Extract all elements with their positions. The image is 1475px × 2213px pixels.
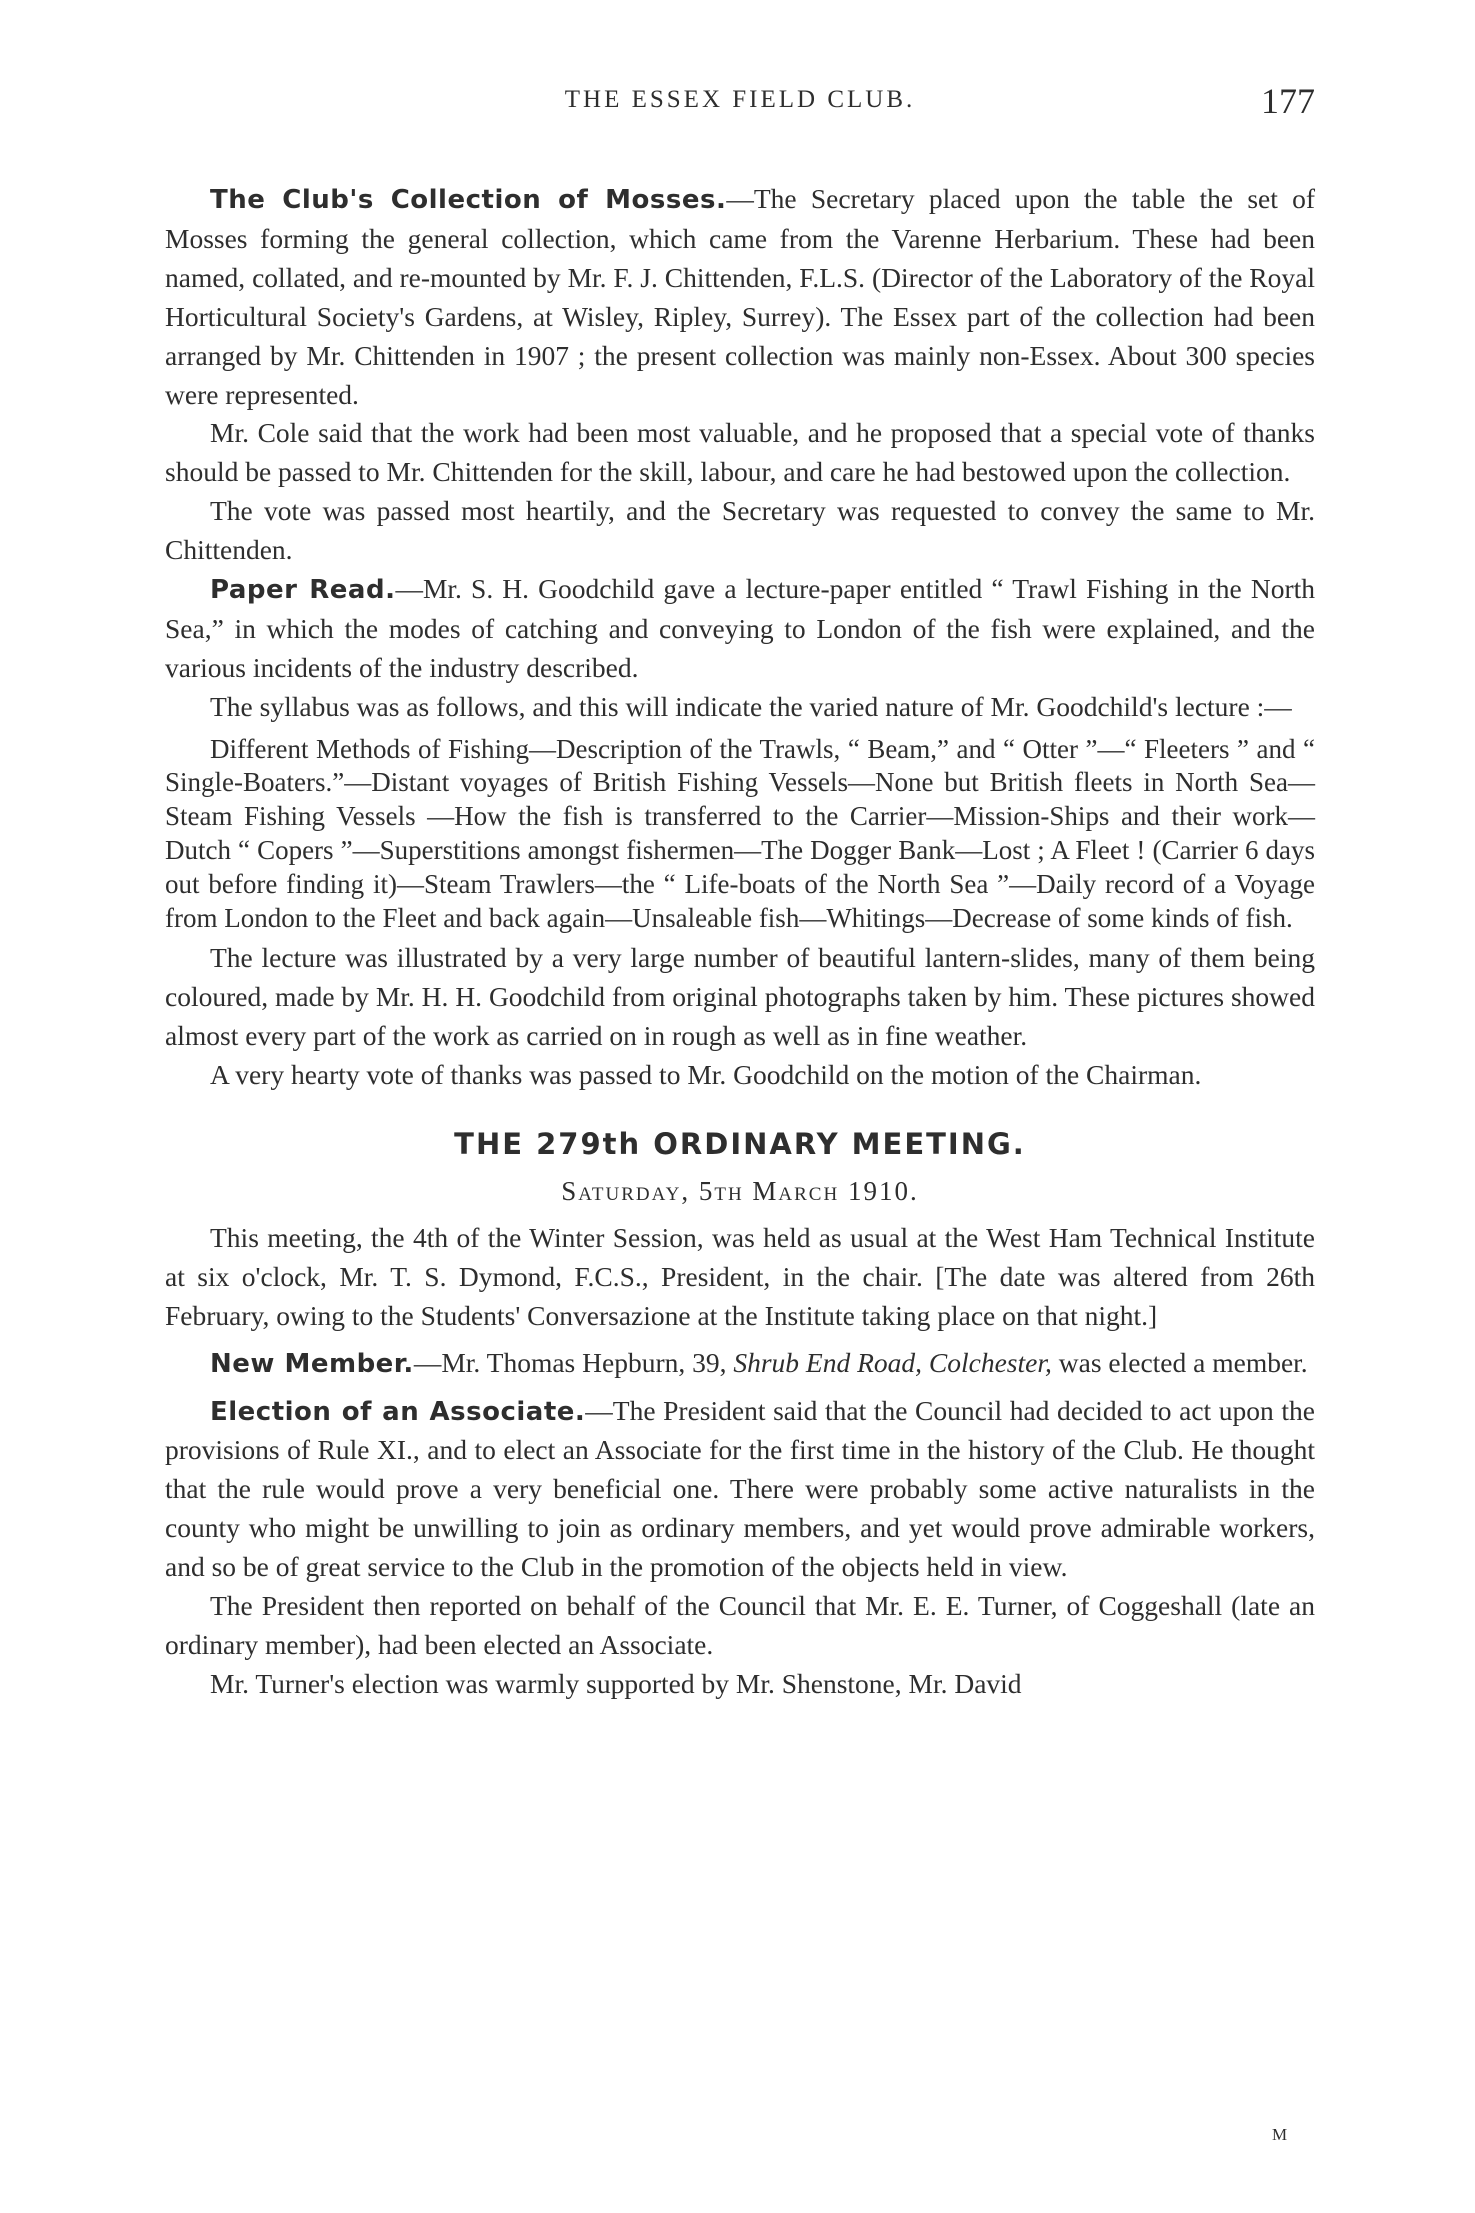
associate-paragraph-2: The President then reported on behalf of the Council that Mr. E. E. Turner, of Coggeshall (late an ordinary member), had been elected an Associate. <box>165 1590 1315 1660</box>
mosses-heading: The Club's Collection of Mosses. <box>210 185 727 215</box>
running-head <box>165 80 1315 124</box>
paper-read-text-1: —Mr. S. H. Goodchild gave a lecture-paper entitled “ Trawl Fishing in the North Sea,” in which the modes of catching and conveying to London of the fish were explained, and the various incidents of the industry described. <box>165 573 1315 683</box>
paper-read-heading: Paper Read. <box>210 575 396 606</box>
paper-read-paragraph-2: The syllabus was as follows, and this will indicate the varied nature of Mr. Goodchild's lecture :— <box>210 690 1292 722</box>
associate-heading: Election of an Associate. <box>210 1396 586 1427</box>
page <box>165 80 1315 1704</box>
running-title: THE ESSEX FIELD CLUB. <box>564 86 916 113</box>
meeting-date: Saturday, 5th March 1910. <box>561 1176 919 1206</box>
mosses-paragraph-3: The vote was passed most heartily, and the Secretary was requested to convey the same to Mr. Chittenden. <box>165 495 1315 566</box>
signature-mark: M <box>1272 2125 1289 2144</box>
mosses-paragraph-1 <box>165 180 1315 414</box>
meeting-paragraph-1: This meeting, the 4th of the Winter Session, was held as usual at the West Ham Technical Institute at six o'clock, Mr. T. S. Dymond, F.C.S., President, in the chair. [The date was altered from 26th February, owing to the Students' Conversazione at the Institute taking place on that night.] <box>165 1221 1315 1331</box>
associate-text-1: —The President said that the Council had decided to act upon the provisions of Rule XI., and to elect an Associate for the first time in the history of the Club. He thought that the rule would prove a very beneficial one. There were probably some active naturalists in the county who might be unwilling to join as ordinary members, and yet would prove admirable workers, and so be of great service to the Club in the promotion of the objects held in view. <box>165 1394 1316 1583</box>
associate-paragraph-3: Mr. Turner's election was warmly supported by Mr. Shenstone, Mr. David <box>210 1667 1022 1699</box>
new-member-text-after: was elected a member. <box>1051 1346 1308 1378</box>
new-member-address: Shrub End Road, Colchester, <box>733 1346 1052 1378</box>
new-member-heading: New Member. <box>210 1348 414 1379</box>
page-number: 177 <box>1261 81 1315 121</box>
mosses-paragraph-2: Mr. Cole said that the work had been most valuable, and he proposed that a special vote of thanks should be passed to Mr. Chittenden for the skill, labour, and care he had bestowed upon the collection. <box>165 417 1315 488</box>
paper-read-paragraph-4: A very hearty vote of thanks was passed to Mr. Goodchild on the motion of the Chairman. <box>210 1059 1202 1091</box>
syllabus-paragraph: Different Methods of Fishing—Description of the Trawls, “ Beam,” and “ Otter ”—“ Fleeters ” and “ Single-Boaters.”—Distant voyages of British Fishing Vessels—None but British fleets in North Sea—Steam Fishing Vessels —How the fish is transferred to the Carrier—Mission-Ships and their work— Dutch “ Copers ”—Superstitions amongst fishermen—The Dogger Bank—Lost ; A Fleet ! (Carrier 6 days out before finding it)—Steam Trawlers—the “ Life-boats of the North Sea ”—Daily record of a Voyage from London to the Fleet and back again—Unsaleable fish—Whitings—Decrease of some kinds of fish. <box>165 733 1315 933</box>
new-member-paragraph <box>165 1344 1315 1384</box>
associate-paragraph-1 <box>165 1392 1315 1588</box>
paper-read-paragraph-1 <box>165 570 1315 688</box>
paper-read-paragraph-3: The lecture was illustrated by a very large number of beautiful lantern-slides, many of them being coloured, made by Mr. H. H. Goodchild from original photographs taken by him. These pictures showed almost every part of the work as carried on in rough as well as in fine weather. <box>165 942 1315 1052</box>
meeting-heading: THE 279th ORDINARY MEETING. <box>454 1127 1026 1162</box>
new-member-text-before: —Mr. Thomas Hepburn, 39, <box>413 1346 734 1378</box>
mosses-text-1: —The Secretary placed upon the table the set of Mosses forming the general collection, which came from the Varenne Herbarium. These had been named, collated, and re-mounted by Mr. F. J. Chittenden, F.L.S. (Director of the Laboratory of the Royal Horticultural Society's Gardens, at Wisley, Ripley, Surrey). The Essex part of the collection had been arranged by Mr. Chittenden in 1907 ; the present collection was mainly non-Essex. About 300 species were represented. <box>165 183 1315 410</box>
